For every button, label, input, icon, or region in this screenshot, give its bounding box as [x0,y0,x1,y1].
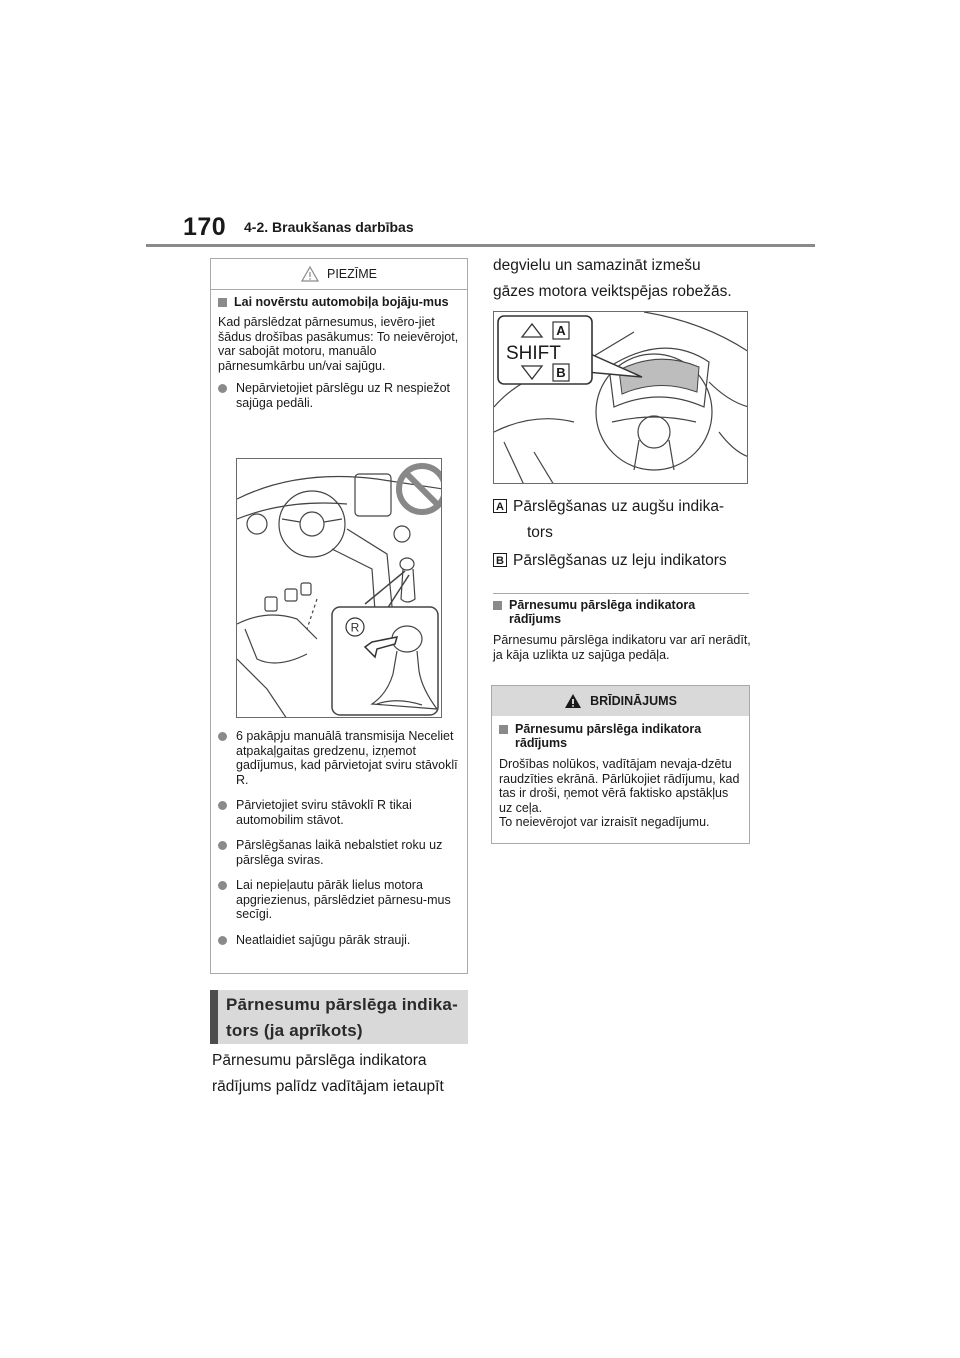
note-header [211,259,467,290]
section-divider [493,593,749,594]
display-subheading: Pārnesumu pārslēga indikatora rādījums [493,598,749,626]
body-text-col2: degvielu un samazināt izmešu gāzes motora veiktspējas robežās. [493,257,732,300]
legend-item-a: A Pārslēgšanas uz augšu indika- tors [493,494,753,546]
square-bullet-icon [499,725,508,734]
warning-header [492,686,749,716]
caution-triangle-icon [301,266,319,282]
round-bullet-icon [218,841,227,850]
warning-title: BRĪDINĀJUMS [590,694,677,708]
body-text-col1: Pārnesumu pārslēga indikatora rādījums palīdz vadītājam ietaupīt [212,1052,444,1095]
warning-text: Drošības nolūkos, vadītājam nevaja-dzētu raudzīties ekrānā. Pārlūkojiet rādījumu, kad tas ir droši, ņemot vērā faktisko apstākļus uz ceļa. [499,757,740,815]
section-heading: Pārnesumu pārslēga indika- tors (ja aprīkots) [226,995,458,1040]
square-bullet-icon [493,601,502,610]
square-bullet-icon [218,298,227,307]
page-number: 170 [183,213,227,241]
warning-box [491,685,750,844]
section-heading-band [210,990,468,1044]
dashboard-drawing [494,312,748,484]
note-bullet: Pārslēgšanas laikā nebalstiet roku uz pārslēga sviras. [218,838,460,867]
note-title: PIEZĪME [326,267,377,281]
shift-text: SHIFT [506,343,561,364]
warning-subheading: Pārnesumu pārslēga indikatora rādījums [499,722,742,750]
prohibition-icon [399,466,442,512]
round-bullet-icon [218,801,227,810]
note-body-bottom [218,729,460,947]
warning-triangle-icon [564,693,582,709]
note-bullet: 6 pakāpju manuālā transmisija Neceliet atpakaļgaitas gredzenu, izņemot gadījumus, kad pārvietojat sviru stāvoklī R. [218,729,460,787]
round-bullet-icon [218,384,227,393]
warning-text-consequence: To neievērojot var izraisīt negadījumu. [499,815,710,829]
legend-key-a: A [493,499,507,513]
display-text: Pārnesumu pārslēga indikatoru var arī nerādīt, ja kāja uzlikta uz sajūga pedāļa. [493,633,751,662]
note-body-top [218,295,460,410]
note-subheading: Lai novērstu automobiļa bojāju-mus [218,295,460,309]
legend-item-b: B Pārslēgšanas uz leju indikators [493,548,753,574]
legend-key-b: B [493,553,507,567]
label-a: A [556,323,566,338]
note-bullet: Neatlaidiet sajūgu pārāk strauji. [218,933,460,948]
shift-indicator-illustration [493,311,748,484]
reverse-gear-label: R [350,620,360,635]
round-bullet-icon [218,936,227,945]
warning-body [499,722,742,830]
header-rule [146,244,815,247]
shift-lever-illustration [236,458,442,718]
section-title: 4-2. Braukšanas darbības [244,219,414,235]
note-intro: Kad pārslēdzat pārnesumus, ievēro-jiet šādus drošības pasākumus: To neievērojot, var sabojāt motoru, manuālo pārnesumkārbu un/vai sajūgu. [218,315,459,373]
round-bullet-icon [218,732,227,741]
note-bullet: Pārvietojiet sviru stāvoklī R tikai automobilim stāvot. [218,798,460,827]
note-bullet: Lai nepieļautu pārāk lielus motora apgriezienus, pārslēdziet pārnesu-mus secīgi. [218,878,460,922]
note-bullet: Nepārvietojiet pārslēgu uz R nespiežot sajūga pedāli. [218,381,460,410]
shift-lever-drawing [237,459,442,718]
round-bullet-icon [218,881,227,890]
label-b: B [556,365,566,380]
